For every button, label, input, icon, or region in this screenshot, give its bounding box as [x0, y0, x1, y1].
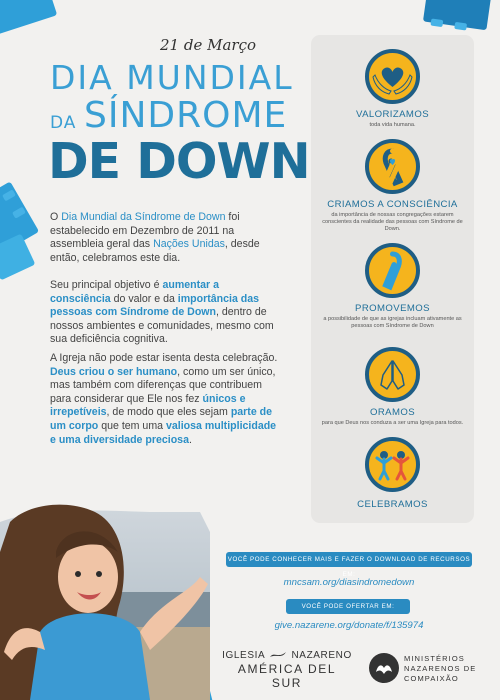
highlight-text: importância das pessoas com Síndrome de Down [50, 292, 260, 319]
give-link[interactable]: give.nazarene.org/donate/f/135974 [274, 620, 424, 631]
logo-word-america-del-sur: AMÉRICA DEL SUR [237, 662, 337, 690]
title-da: DA [50, 113, 77, 133]
text: O [50, 211, 62, 223]
text: foi estabelecido em Dezembro de 2011 na assembleia geral das [50, 211, 240, 251]
hands-heart-icon [365, 49, 420, 104]
item-title-criamos: CRIAMOS A CONSCIÊNCIA [327, 199, 458, 210]
title-sindrome: SÍNDROME [84, 95, 288, 136]
text: do valor e da [110, 292, 178, 305]
text: , como um ser único, mas também com diferenças que contribuem para considerar que Ele nos fez [50, 365, 276, 405]
item-desc-criamos: da importância de nossas congregações estarem conscientes da realidade das pessoas com Síndrome de Down. [322, 212, 463, 232]
give-banner: VOCÊ PODE OFERTAR EM: [286, 599, 410, 614]
text: , dentro de nossos ambientes e comunidades, mesmo com sua deficiência cognitiva. [50, 306, 274, 346]
item-title-promovemos: PROMOVEMOS [355, 303, 430, 314]
ribbon-heart-icon [365, 139, 420, 194]
item-desc-oramos: para que Deus nos conduza a ser uma Igreja para todos. [321, 420, 464, 426]
item-desc-valorizamos: toda vida humana. [369, 122, 416, 128]
values-card [311, 35, 474, 523]
text: , de modo que eles sejam [106, 406, 231, 419]
text: A Igreja não pode estar isenta desta celebração. [50, 352, 278, 364]
highlight-text: Nações Unidas [153, 238, 225, 251]
girl-photo [0, 482, 210, 700]
toy-block-top-left [0, 0, 57, 35]
resources-link[interactable]: mncsam.org/diasindromedown [283, 577, 415, 588]
paragraph-history [50, 211, 282, 265]
item-title-valorizamos: VALORIZAMOS [356, 109, 429, 120]
children-celebrating-icon [365, 437, 420, 492]
compassion-hands-icon [368, 652, 400, 684]
text: , desde então, celebramos este dia. [50, 238, 260, 264]
item-title-oramos: ORAMOS [369, 407, 416, 418]
more-info-banner: VOCÊ PODE CONHECER MAIS E FAZER O DOWNLOAD DE RECURSOS EM: [226, 552, 472, 567]
text: . [188, 433, 192, 446]
logo-text [404, 654, 476, 684]
logo-text-line: COMPAIXÃO [404, 674, 459, 683]
awareness-ribbon-icon [365, 243, 420, 298]
highlight-text: valiosa multiplicidade e uma diversidade preciosa [50, 419, 277, 446]
title-dia-mundial: DIA MUNDIAL [50, 58, 294, 97]
logo-word-iglesia: IGLESIA [222, 650, 265, 661]
toy-block-top-right [423, 0, 491, 30]
item-desc-promovemos: a possibilidade de que as igrejas incluam ativamente as pessoas com Síndrome de Down [323, 316, 462, 329]
logo-line [222, 650, 352, 661]
logo-word-nazareno: NAZARENO [291, 650, 352, 661]
highlight-text: Deus criou o ser humano [50, 365, 178, 378]
text: Seu principal objetivo é [50, 279, 163, 291]
title-de-down: DE DOWN [48, 133, 310, 190]
item-title-celebramos: CELEBRAMOS [357, 499, 428, 510]
praying-hands-icon [365, 347, 420, 402]
logo-text-line: NAZARENOS DE [404, 664, 477, 673]
highlight-text: aumentar a consciência [50, 279, 220, 305]
highlight-text: únicos e irrepetíveis [50, 392, 246, 419]
flame-icon [268, 650, 288, 660]
highlight-text: Dia Mundial da Síndrome de Down [61, 211, 226, 223]
text: que tem uma [98, 419, 166, 432]
paragraph-objective [50, 279, 282, 347]
toy-block-left-lower [0, 234, 35, 281]
logo-text-line: MINISTÉRIOS [404, 654, 465, 663]
highlight-text: parte de um corpo [50, 406, 273, 432]
event-date: 21 de Março [160, 36, 257, 54]
iglesia-nazareno-logo [222, 650, 352, 690]
paragraph-church [50, 352, 282, 447]
